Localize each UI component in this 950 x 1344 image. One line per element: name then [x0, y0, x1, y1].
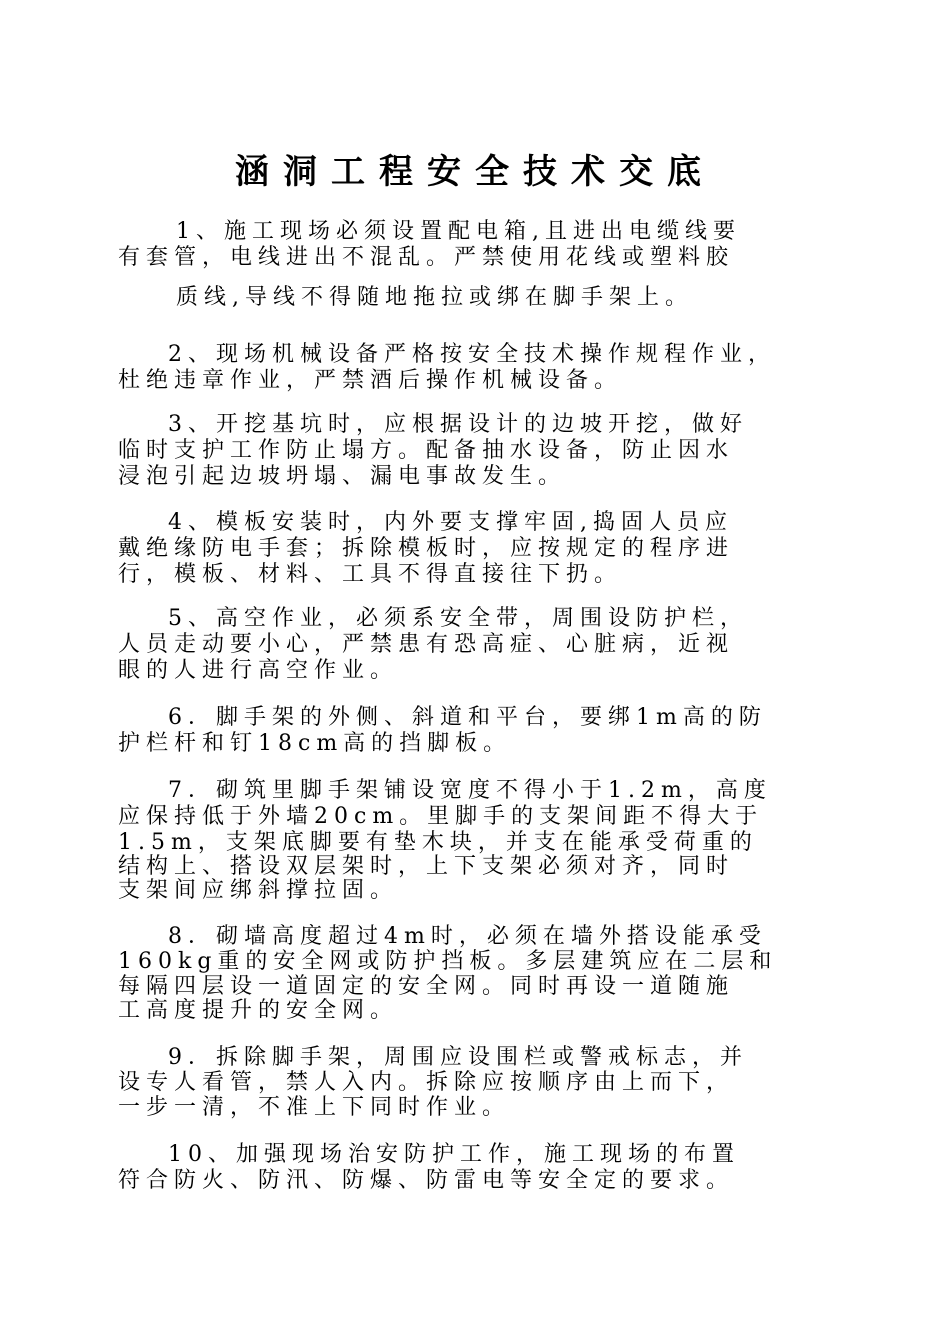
text-line: 支架间应绑斜撑拉固。	[118, 878, 399, 903]
text-line: 10、加强现场治安防护工作，施工现场的布置	[168, 1142, 740, 1167]
text-line: 应保持低于外墙20cm。里脚手的支架间距不得大于	[118, 804, 764, 829]
text-line: 杜绝违章作业，严禁酒后操作机械设备。	[118, 368, 623, 393]
text-line: 戴绝缘防电手套；拆除模板时，应按规定的程序进	[118, 536, 735, 561]
document-title: 涵洞工程安全技术交底	[235, 152, 715, 192]
text-line: 9．拆除脚手架，周围应设围栏或警戒标志，并	[168, 1045, 748, 1070]
text-line: 符合防火、防汛、防爆、防雷电等安全定的要求。	[118, 1168, 735, 1193]
text-line: 2、现场机械设备严格按安全技术操作规程作业，	[168, 342, 776, 367]
text-line: 质线,导线不得随地拖拉或绑在脚手架上。	[176, 285, 693, 310]
text-line: 护栏杆和钉18cm高的挡脚板。	[118, 731, 512, 756]
text-line: 1.5m，支架底脚要有垫木块，并支在能承受荷重的	[118, 830, 758, 855]
text-line: 浸泡引起边坡坍塌、漏电事故发生。	[118, 464, 567, 489]
text-line: 5、高空作业，必须系安全带，周围设防护栏，	[168, 606, 748, 631]
text-line: 工高度提升的安全网。	[118, 998, 399, 1023]
text-line: 1、施工现场必须设置配电箱,且进出电缆线要	[176, 219, 741, 244]
text-line: 人员走动要小心，严禁患有恐高症、心脏病，近视	[118, 632, 735, 657]
text-line: 3、开挖基坑时，应根据设计的边坡开挖，做好	[168, 412, 748, 437]
text-line: 4、模板安装时，内外要支撑牢固,捣固人员应	[168, 510, 733, 535]
text-line: 8．砌墙高度超过4m时，必须在墙外搭设能承受	[168, 924, 767, 949]
text-line: 有套管，电线进出不混乱。严禁使用花线或塑料胶	[118, 245, 735, 270]
text-line: 设专人看管，禁人入内。拆除应按顺序由上而下，	[118, 1070, 735, 1095]
text-line: 结构上、搭设双层架时，上下支架必须对齐，同时	[118, 854, 735, 879]
text-line: 160kg重的安全网或防护挡板。多层建筑应在二层和	[118, 949, 778, 974]
text-line: 6．脚手架的外侧、斜道和平台，要绑1m高的防	[168, 705, 767, 730]
text-line: 眼的人进行高空作业。	[118, 658, 399, 683]
text-line: 行，模板、材料、工具不得直接往下扔。	[118, 562, 623, 587]
text-line: 每隔四层设一道固定的安全网。同时再设一道随施	[118, 974, 735, 999]
text-line: 7．砌筑里脚手架铺设宽度不得小于1.2m，高度	[168, 778, 772, 803]
text-line: 一步一清，不准上下同时作业。	[118, 1095, 511, 1120]
text-line: 临时支护工作防止塌方。配备抽水设备，防止因水	[118, 438, 735, 463]
